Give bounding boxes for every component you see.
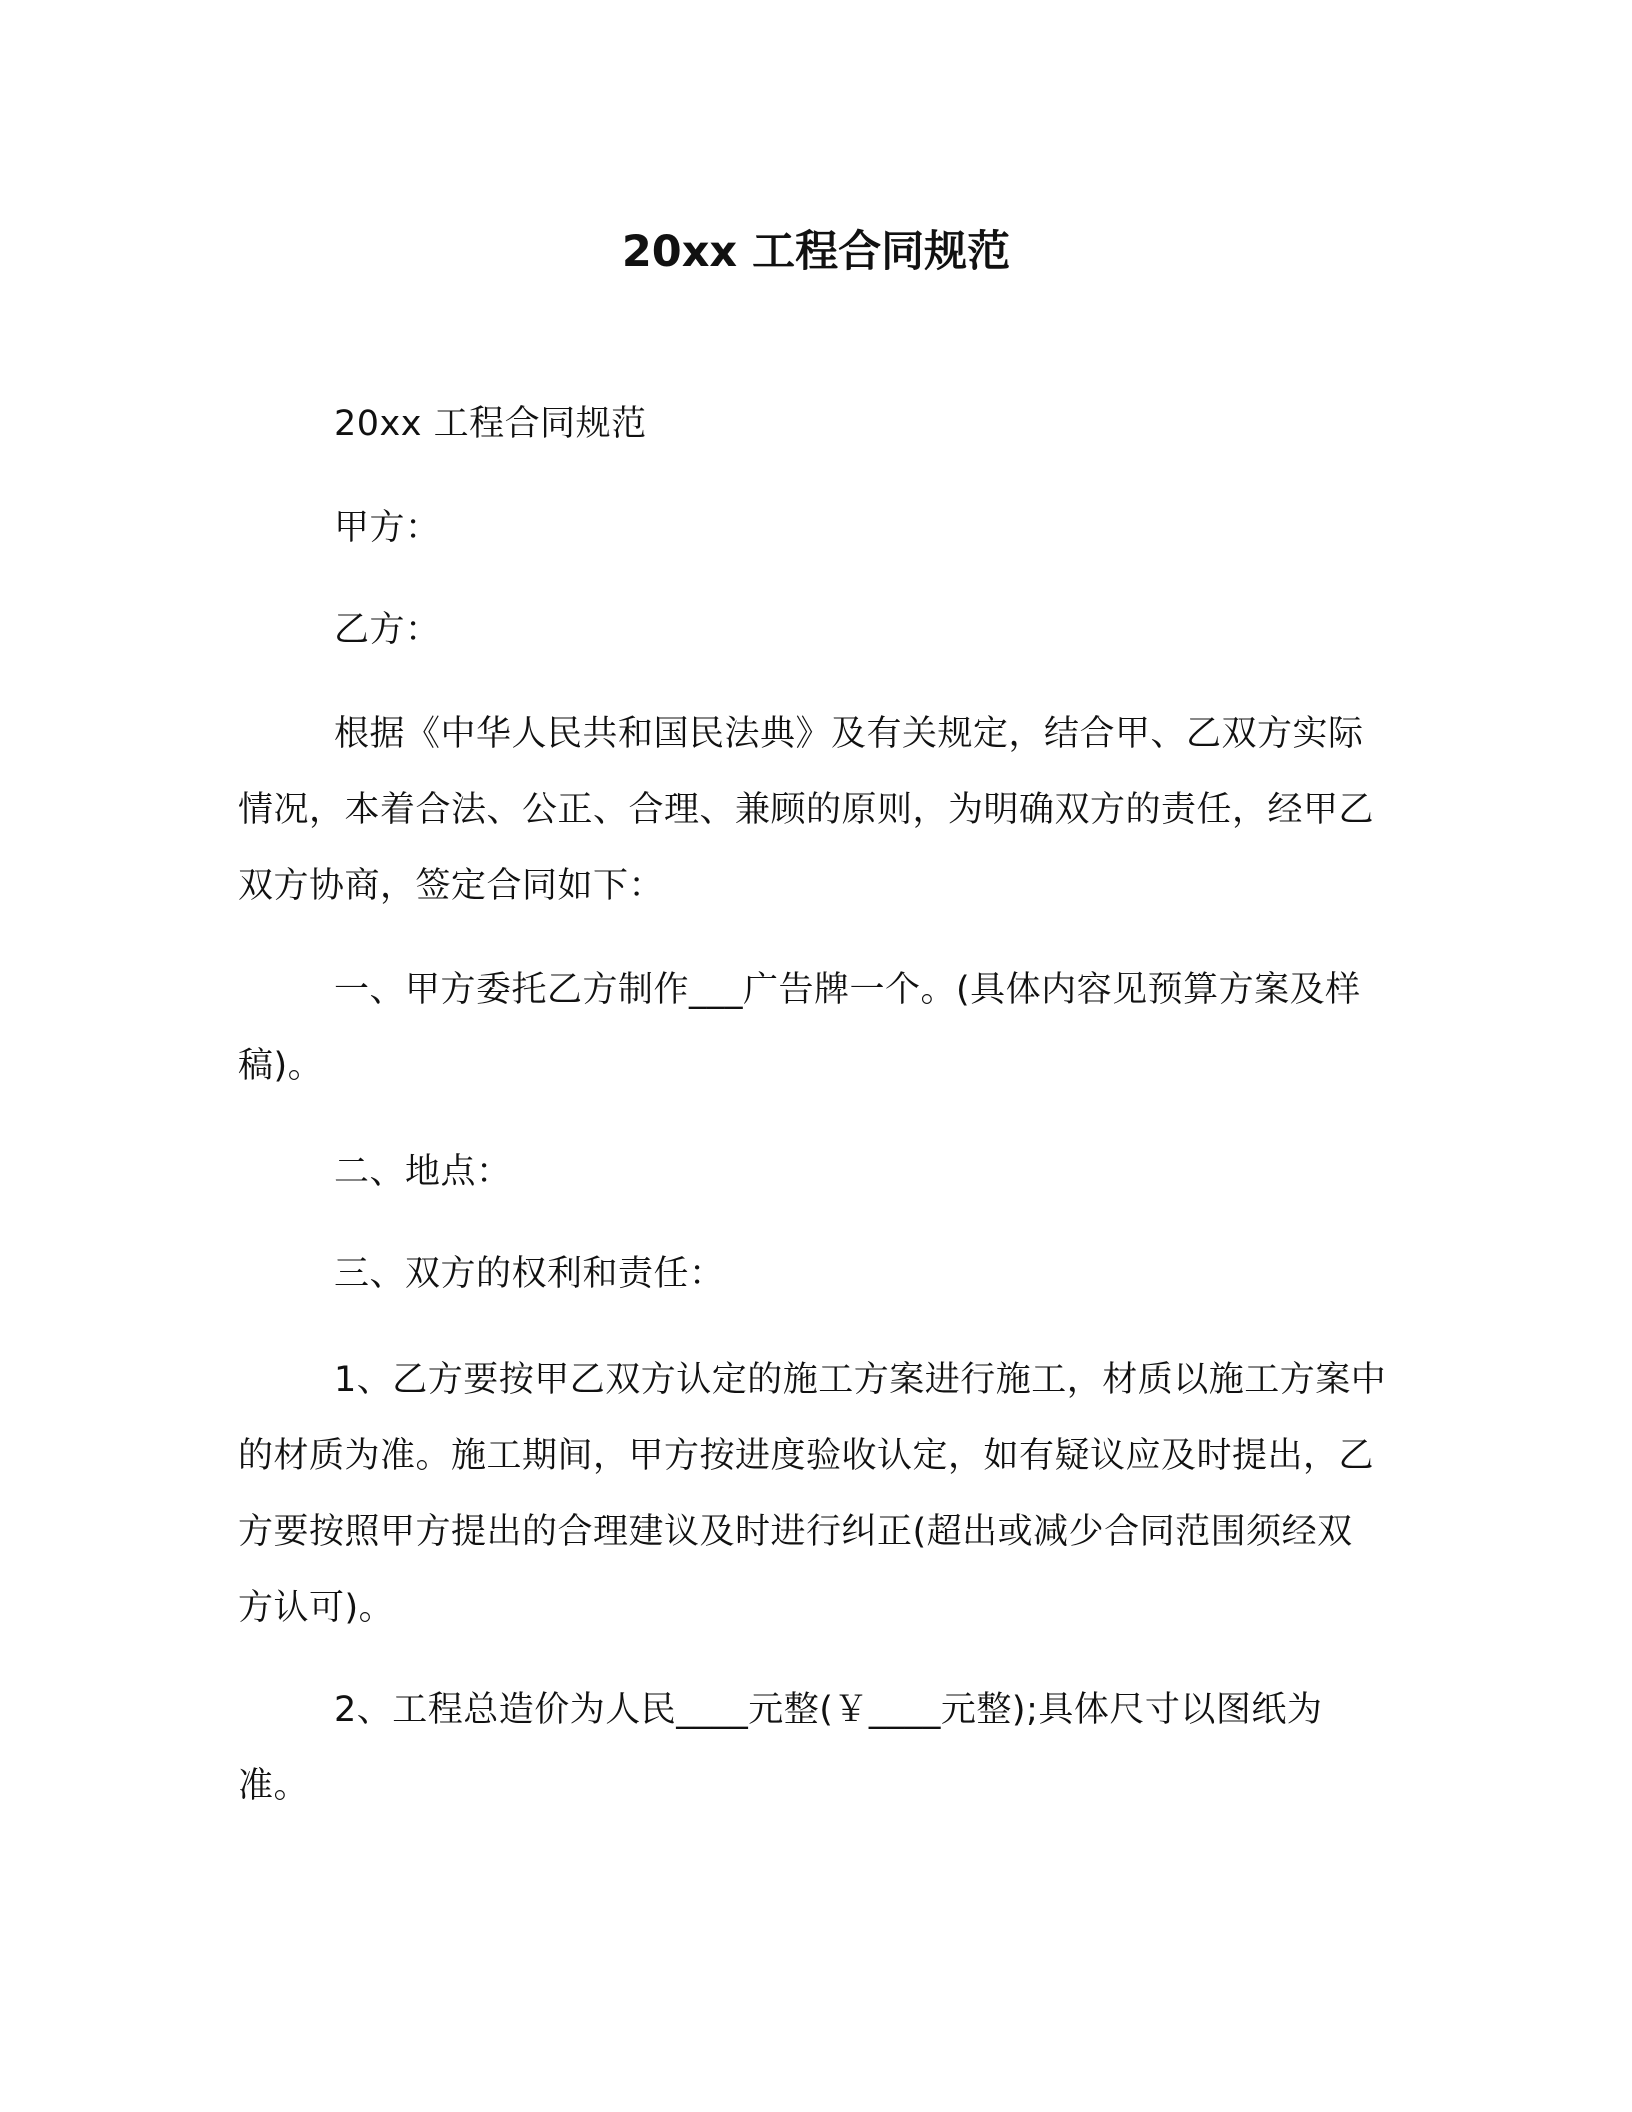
- document-title: 20xx 工程合同规范: [621, 227, 1011, 277]
- clause-2-location: 二、地点：: [334, 1152, 512, 1192]
- party-a-label: 甲方：: [334, 508, 441, 548]
- party-b-label: 乙方：: [334, 610, 441, 650]
- sub-clause-2: 2、工程总造价为人民____元整(￥____元整);具体尺寸以图纸为准。: [238, 1690, 1323, 1806]
- clause-1: 一、甲方委托乙方制作___广告牌一个。(具体内容见预算方案及样稿)。: [238, 970, 1361, 1086]
- clause-3-rights: 三、双方的权利和责任：: [334, 1254, 725, 1294]
- sub-clause-1: 1、乙方要按甲乙双方认定的施工方案进行施工，材质以施工方案中的材质为准。施工期间，甲方按进度验收认定，如有疑议应及时提出，乙方要按照甲方提出的合理建议及时进行纠正(超出或减少合同范围须经双方认可)。: [238, 1360, 1387, 1628]
- intro-paragraph: 根据《中华人民共和国民法典》及有关规定，结合甲、乙双方实际情况，本着合法、公正、合理、兼顾的原则，为明确双方的责任，经甲乙双方协商，签定合同如下：: [238, 714, 1375, 906]
- document-subtitle: 20xx 工程合同规范: [334, 404, 647, 444]
